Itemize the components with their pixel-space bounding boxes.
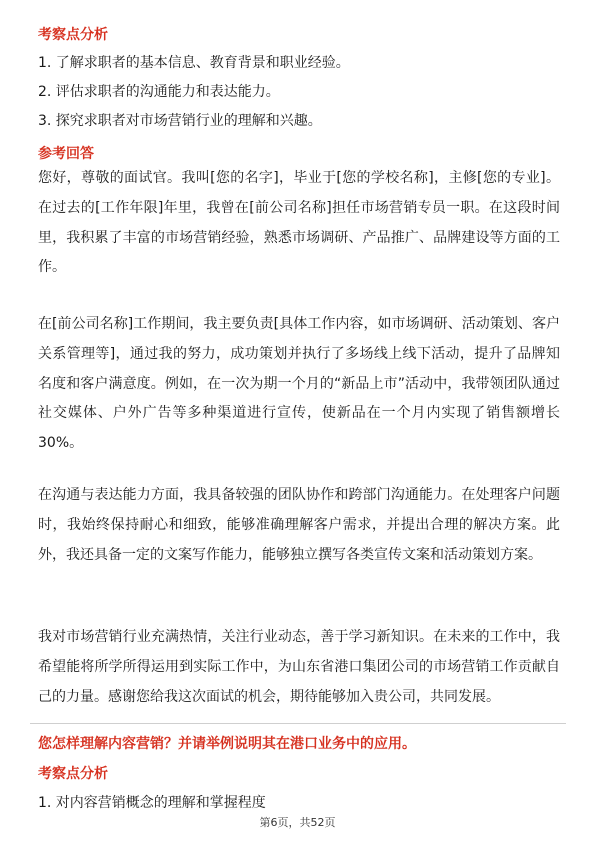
analysis-point-2: 2. 评估求职者的沟通能力和表达能力。 [38,84,280,100]
answer-heading: 参考回答 [38,146,94,162]
analysis-heading-2: 考察点分析 [38,766,108,782]
answer-paragraph-1: 您好，尊敬的面试官。我叫[您的名字]，毕业于[您的学校名称]，主修[您的专业]。在过去的[工作年限]年里，我曾在[前公司名称]担任市场营销专员一职。在这段时间里，我积累了丰富的市场营销经验，熟悉市场调研、产品推广、品牌建设等方面的工作。 [38,170,560,276]
section-divider [30,723,566,724]
analysis-heading: 考察点分析 [38,27,108,43]
analysis-point-3: 3. 探究求职者对市场营销行业的理解和兴趣。 [38,113,322,129]
answer-paragraph-2: 在[前公司名称]工作期间，我主要负责[具体工作内容，如市场调研、活动策划、客户关系管理等]，通过我的努力，成功策划并执行了多场线上线下活动，提升了品牌知名度和客户满意度。例如，在一次为期一个月的“新品上市”活动中，我带领团队通过社交媒体、户外广告等多种渠道进行宣传，使新品在一个月内实现了销售额增长30%。 [38,316,560,452]
analysis-point-2-1: 1. 对内容营销概念的理解和掌握程度 [38,795,266,811]
page-number: 第6页，共52页 [259,816,336,829]
analysis-point-1: 1. 了解求职者的基本信息、教育背景和职业经验。 [38,55,350,71]
answer-paragraph-3: 在沟通与表达能力方面，我具备较强的团队协作和跨部门沟通能力。在处理客户问题时，我始终保持耐心和细致，能够准确理解客户需求，并提出合理的解决方案。此外，我还具备一定的文案写作能力，能够独立撰写各类宣传文案和活动策划方案。 [38,487,560,563]
question-heading: 您怎样理解内容营销？并请举例说明其在港口业务中的应用。 [38,736,416,752]
answer-paragraph-4: 我对市场营销行业充满热情，关注行业动态，善于学习新知识。在未来的工作中，我希望能将所学所得运用到实际工作中，为山东省港口集团公司的市场营销工作贡献自己的力量。感谢您给我这次面试的机会，期待能够加入贵公司，共同发展。 [38,629,560,705]
